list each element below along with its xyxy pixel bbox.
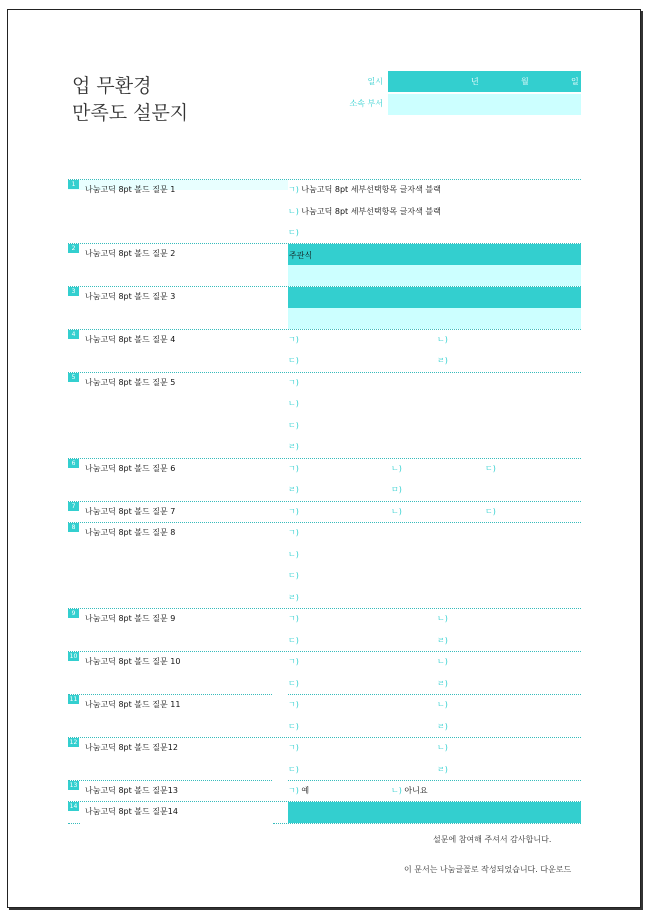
option[interactable]: ㄱ) — [288, 335, 299, 344]
question-number: 9 — [68, 609, 79, 618]
option[interactable]: ㄱ) — [288, 657, 299, 666]
option[interactable]: ㄴ) — [391, 507, 402, 516]
divider — [68, 780, 272, 781]
option[interactable]: ㄱ) — [288, 614, 299, 623]
divider — [68, 458, 581, 459]
option[interactable]: ㄴ) 나눔고딕 8pt 세부선택항목 글자색 블랙 — [288, 207, 441, 216]
option[interactable]: ㄴ) — [391, 464, 402, 473]
option[interactable]: ㄹ) — [437, 636, 448, 645]
question-number: 1 — [68, 180, 79, 189]
divider — [68, 329, 581, 330]
month-label: 월 — [521, 77, 529, 86]
option[interactable]: ㄷ) — [288, 421, 299, 430]
thanks-text: 설문에 참여해 주셔서 감사합니다. — [433, 835, 552, 844]
option[interactable]: ㄹ) — [288, 442, 299, 451]
option[interactable]: ㄱ) — [288, 464, 299, 473]
option[interactable]: ㄹ) — [437, 722, 448, 731]
question-text: 나눔고딕 8pt 볼드 질문 6 — [85, 464, 176, 473]
option[interactable]: ㄴ) — [437, 614, 448, 623]
question-text: 나눔고딕 8pt 볼드 질문 9 — [85, 614, 176, 623]
date-field[interactable] — [388, 71, 581, 92]
divider — [288, 780, 581, 781]
question-text: 나눔고딕 8pt 볼드 질문 8 — [85, 528, 176, 537]
option[interactable]: ㄱ) — [288, 700, 299, 709]
option[interactable]: ㄴ) — [437, 700, 448, 709]
option-yes[interactable]: ㄱ) 예 — [288, 786, 310, 795]
question-number: 14 — [69, 803, 78, 810]
answer-field[interactable] — [288, 308, 581, 329]
option[interactable]: ㄹ) — [288, 593, 299, 602]
option[interactable]: ㄷ) — [288, 636, 299, 645]
option[interactable]: ㄱ) — [288, 528, 299, 537]
option[interactable]: ㄱ) — [288, 378, 299, 387]
option[interactable]: ㄱ) — [288, 507, 299, 516]
question-text: 나눔고딕 8pt 볼드 질문13 — [85, 786, 178, 795]
question-text: 나눔고딕 8pt 볼드 질문 5 — [85, 378, 176, 387]
option[interactable]: ㄹ) — [437, 765, 448, 774]
question-number: 6 — [68, 459, 79, 468]
question-number: 10 — [69, 653, 78, 660]
option[interactable]: ㄷ) — [288, 765, 299, 774]
answer-field[interactable] — [288, 802, 581, 823]
question-text: 나눔고딕 8pt 볼드 질문12 — [85, 743, 178, 752]
day-label: 일 — [571, 77, 579, 86]
option[interactable]: ㄷ) — [288, 722, 299, 731]
option[interactable]: ㅁ) — [391, 485, 402, 494]
option[interactable]: ㄷ) — [288, 356, 299, 365]
question-number: 12 — [69, 739, 78, 746]
question-number: 13 — [69, 782, 78, 789]
option[interactable]: ㄱ) 나눔고딕 8pt 세부선택항목 글자색 블랙 — [288, 185, 441, 194]
question-text: 나눔고딕 8pt 볼드 질문 11 — [85, 700, 181, 709]
question-text: 나눔고딕 8pt 볼드 질문 1 — [85, 185, 176, 194]
question-number: 8 — [68, 523, 79, 532]
question-text: 나눔고딕 8pt 볼드 질문 4 — [85, 335, 176, 344]
question-text: 나눔고딕 8pt 볼드 질문 2 — [85, 249, 176, 258]
divider — [68, 694, 272, 695]
option[interactable]: ㄹ) — [288, 485, 299, 494]
survey-page — [7, 9, 641, 908]
question-number: 5 — [68, 373, 79, 382]
divider — [68, 737, 581, 738]
title-line-2: 만족도 설문지 — [72, 102, 189, 124]
title-line-1: 업 무환경 — [72, 75, 152, 97]
option[interactable]: ㄷ) — [288, 228, 299, 237]
question-number: 11 — [69, 696, 78, 703]
divider — [68, 372, 581, 373]
question-number: 2 — [68, 244, 79, 253]
question-text: 나눔고딕 8pt 볼드 질문 3 — [85, 292, 176, 301]
divider — [68, 823, 80, 824]
divider — [68, 651, 581, 652]
subjective-answer-field[interactable] — [288, 265, 581, 286]
divider — [68, 608, 581, 609]
question-number: 4 — [68, 330, 79, 339]
subjective-label: 주관식 — [289, 251, 313, 260]
subjective-header — [288, 244, 581, 265]
option[interactable]: ㄷ) — [288, 679, 299, 688]
divider — [68, 501, 581, 502]
option[interactable]: ㄹ) — [437, 356, 448, 365]
question-text: 나눔고딕 8pt 볼드 질문 7 — [85, 507, 176, 516]
option[interactable]: ㄴ) — [437, 743, 448, 752]
divider — [273, 823, 581, 824]
option[interactable]: ㄷ) — [288, 571, 299, 580]
option[interactable]: ㄹ) — [437, 679, 448, 688]
option[interactable]: ㄴ) — [288, 399, 299, 408]
question-text: 나눔고딕 8pt 볼드 질문14 — [85, 807, 178, 816]
question-text: 나눔고딕 8pt 볼드 질문 10 — [85, 657, 181, 666]
option[interactable]: ㄴ) — [437, 335, 448, 344]
page-title — [72, 73, 188, 127]
dept-label: 소속 부서 — [349, 99, 383, 108]
date-label: 일시 — [367, 77, 383, 86]
question-number: 3 — [68, 287, 79, 296]
divider — [68, 522, 581, 523]
question-number: 7 — [68, 502, 79, 511]
option[interactable]: ㄷ) — [485, 507, 496, 516]
option[interactable]: ㄴ) — [288, 550, 299, 559]
option-no[interactable]: ㄴ) 아니요 — [391, 786, 428, 795]
option[interactable]: ㄱ) — [288, 743, 299, 752]
credit-text: 이 문서는 나눔글꼴로 작성되었습니다. 다운로드 — [404, 865, 572, 874]
dept-field[interactable] — [388, 94, 581, 115]
option[interactable]: ㄷ) — [485, 464, 496, 473]
option[interactable]: ㄴ) — [437, 657, 448, 666]
answer-header — [288, 287, 581, 308]
divider — [288, 694, 581, 695]
year-label: 년 — [471, 77, 479, 86]
